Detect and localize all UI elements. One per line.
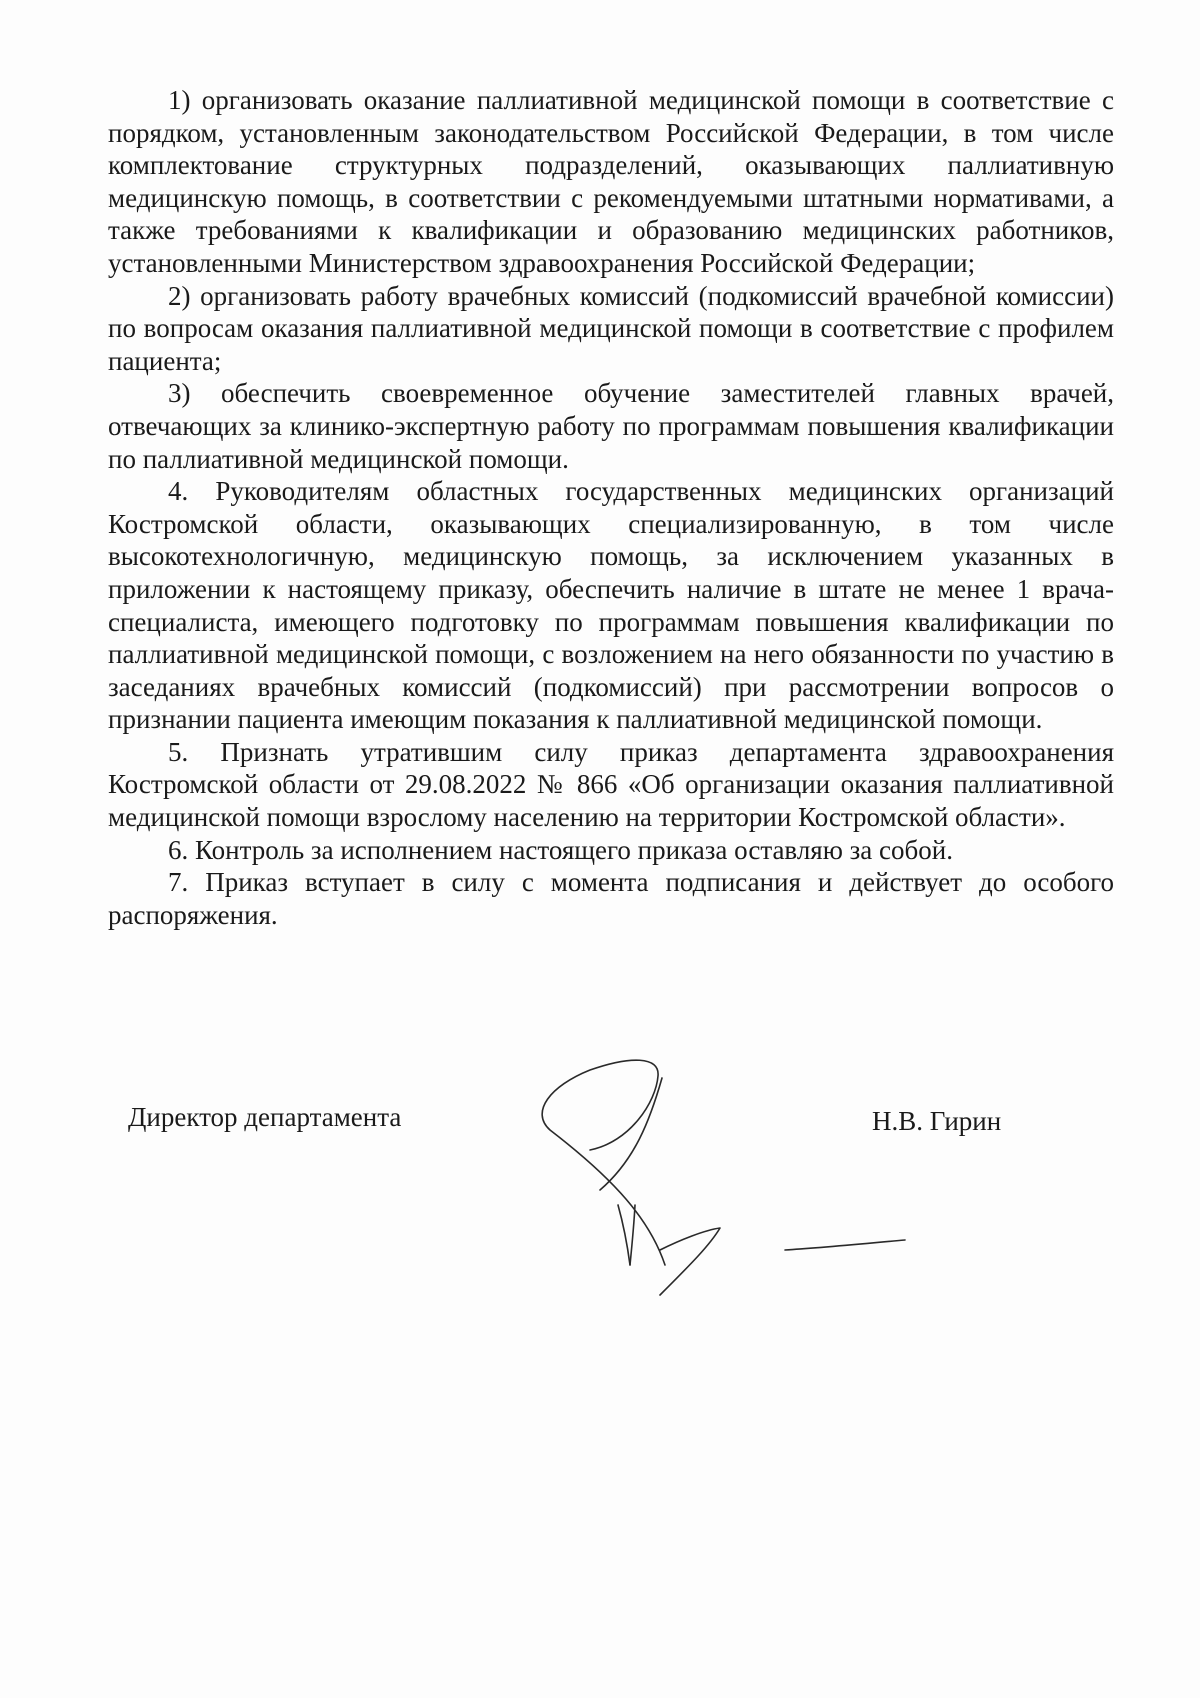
handwritten-signature bbox=[530, 1050, 930, 1300]
document-body bbox=[108, 84, 1114, 931]
signer-position: Директор департамента bbox=[128, 1102, 402, 1132]
paragraph-point-5: 5. Признать утратившим силу приказ департамента здравоохранения Костромской области от 29.08.2022 № 866 «Об организации оказания паллиативной медицинской помощи взрослому населению на территории Костромской области». bbox=[108, 736, 1114, 833]
signer-name: Н.В. Гирин bbox=[872, 1106, 1002, 1136]
paragraph-item-1: 1) организовать оказание паллиативной медицинской помощи в соответствие с порядком, установленным законодательством Российской Федерации, в том числе комплектование структурных подразделений, оказывающих паллиативную медицинскую помощь, в соответствии с рекомендуемыми штатными нормативами, а также требованиями к квалификации и образованию медицинских работников, установленными Министерством здравоохранения Российской Федерации; bbox=[108, 85, 1114, 278]
paragraph-item-2: 2) организовать работу врачебных комиссий (подкомиссий врачебной комиссии) по вопросам оказания паллиативной медицинской помощи в соответствие с профилем пациента; bbox=[108, 280, 1114, 376]
paragraph-point-4: 4. Руководителям областных государственных медицинских организаций Костромской области, оказывающих специализированную, в том числе высокотехнологичную, медицинскую помощь, за исключением указанных в приложении к настоящему приказу, обеспечить наличие в штате не менее 1 врача-специалиста, имеющего подготовку по программам повышения квалификации по паллиативной медицинской помощи, с возложением на него обязанности по участию в заседаниях врачебных комиссий (подкомиссий) при рассмотрении вопросов о признании пациента имеющим показания к паллиативной медицинской помощи. bbox=[108, 476, 1114, 735]
paragraph-point-6: 6. Контроль за исполнением настоящего приказа оставляю за собой. bbox=[168, 834, 953, 865]
paragraph-point-7: 7. Приказ вступает в силу с момента подписания и действует до особого распоряжения. bbox=[108, 867, 1114, 930]
paragraph-item-3: 3) обеспечить своевременное обучение заместителей главных врачей, отвечающих за клинико-экспертную работу по программам повышения квалификации по паллиативной медицинской помощи. bbox=[108, 378, 1114, 474]
